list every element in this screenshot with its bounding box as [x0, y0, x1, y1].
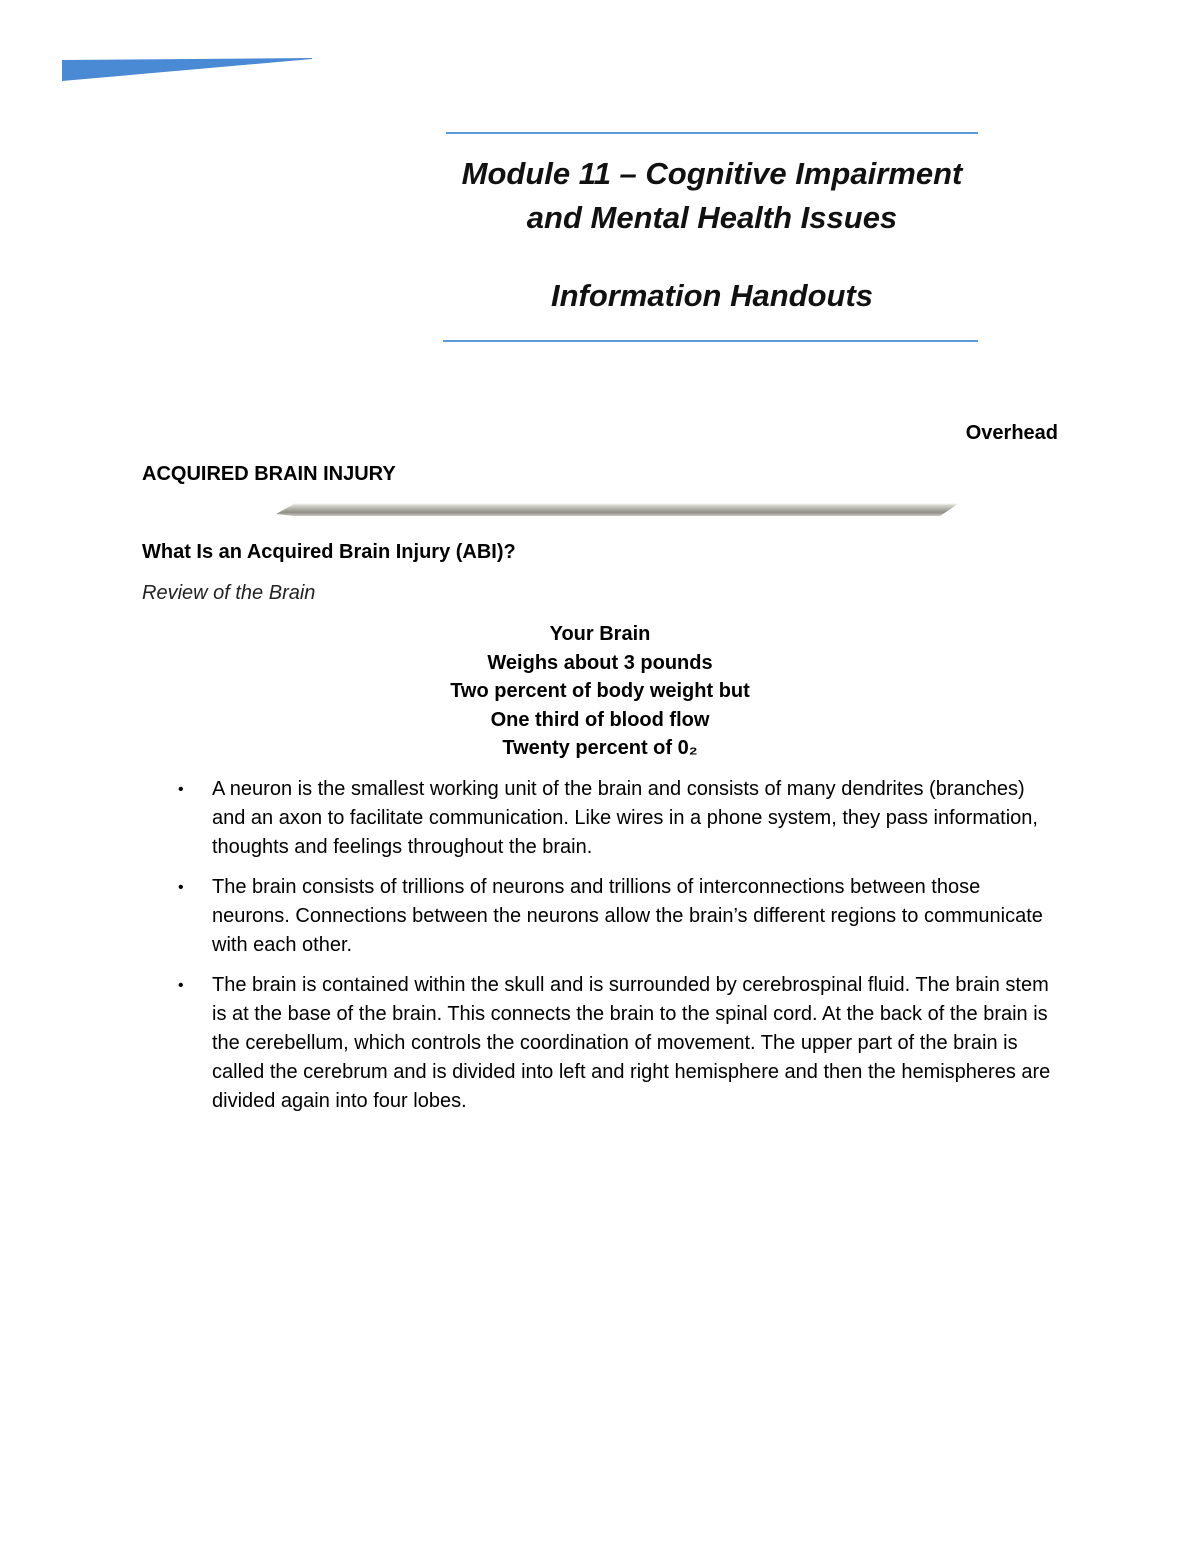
list-item [142, 971, 1062, 1116]
brain-facts-block [300, 620, 900, 763]
bullet-text: The brain consists of trillions of neurons and trillions of interconnections between those neurons. Connections between the neurons allow the brain’s different regions to communicate with each other. [212, 876, 1043, 956]
section-heading: ACQUIRED BRAIN INJURY [142, 463, 396, 485]
bullet-dot-icon: • [178, 781, 184, 798]
document-title-block [446, 152, 978, 318]
document-subtitle: Information Handouts [550, 278, 874, 313]
corner-wedge-decoration [62, 58, 312, 82]
title-line-1: Module 11 – Cognitive Impairment [461, 156, 963, 191]
brain-fact: Two percent of body weight but [450, 680, 750, 703]
overhead-label: Overhead [965, 422, 1058, 444]
list-item [142, 775, 1062, 862]
list-item [142, 873, 1062, 960]
abi-question-heading: What Is an Acquired Brain Injury (ABI)? [142, 541, 516, 563]
bullet-dot-icon: • [178, 879, 184, 896]
title-line-2: and Mental Health Issues [526, 200, 898, 235]
section-divider-bar [276, 502, 958, 520]
brain-fact: Weighs about 3 pounds [487, 651, 713, 674]
bullet-dot-icon: • [178, 977, 184, 994]
brain-fact: Your Brain [549, 623, 651, 645]
brain-fact: Twenty percent of 0₂ [502, 737, 698, 760]
bullet-text: A neuron is the smallest working unit of the brain and consists of many dendrites (branches) and an axon to facilitate communication. Like wires in a phone system, they pass information, thoughts and feelings throughout the brain. [212, 778, 1038, 858]
title-bottom-rule [443, 340, 978, 342]
bullet-text: The brain is contained within the skull and is surrounded by cerebrospinal fluid. The brain stem is at the base of the brain. This connects the brain to the spinal cord. At the back of the brain is the cerebellum, which controls the coordination of movement. The upper part of the brain is called the cerebrum and is divided into left and right hemisphere and then the hemispheres are divided again into four lobes. [212, 974, 1051, 1112]
review-subheading: Review of the Brain [142, 582, 316, 604]
brain-fact: One third of blood flow [490, 708, 710, 731]
title-top-rule [446, 132, 978, 134]
brain-bullet-list [142, 775, 1062, 1127]
